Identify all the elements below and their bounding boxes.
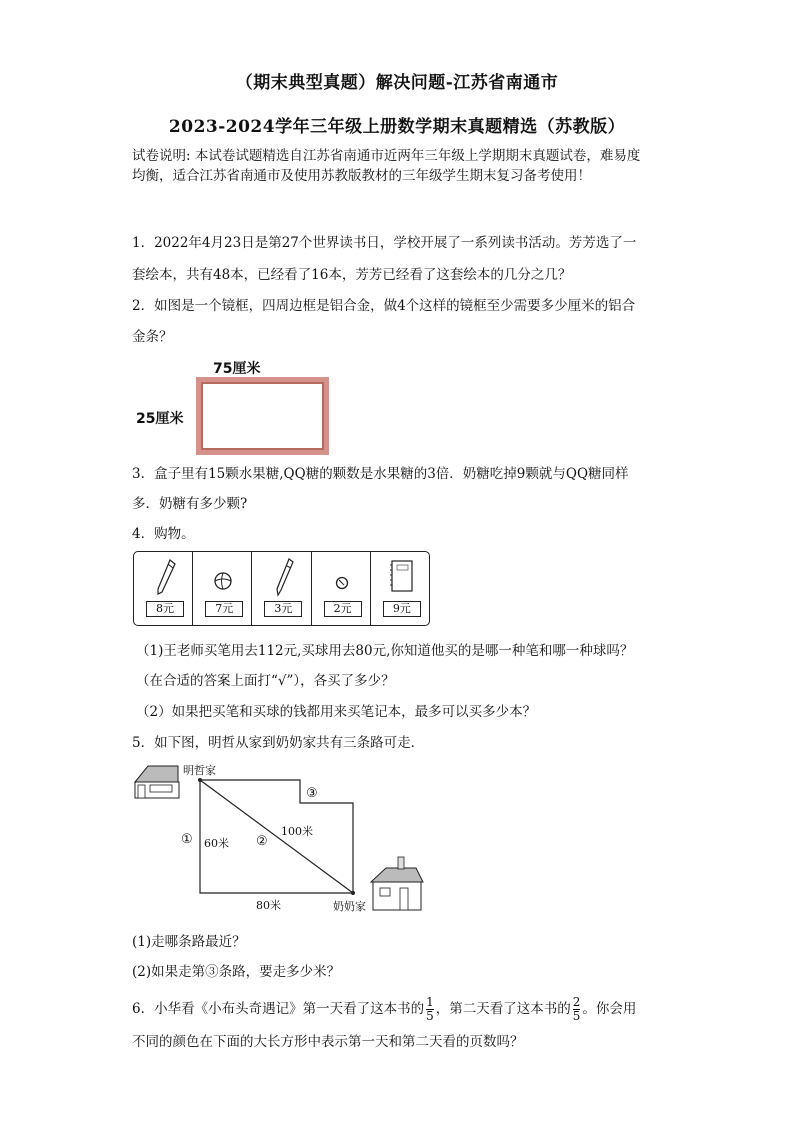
exam-note-line-2: 均衡，适合江苏省南通市及使用苏教版教材的三年级学生期末复习备考使用！ xyxy=(132,168,591,184)
q6-line-1 xyxy=(132,996,667,1023)
grandma-house-icon xyxy=(371,857,423,910)
fraction-one-fifth xyxy=(426,996,434,1023)
exam-note-line-1: 试卷说明: 本试卷试题精选自江苏省南通市近两年三年级上学期期末真题试卷，难易度 xyxy=(132,148,641,164)
q2-line-2: 金条？ xyxy=(132,329,173,345)
horizontal-length-label: 80米 xyxy=(256,899,281,912)
route-1-marker: ① xyxy=(181,832,193,847)
fraction-denominator: 5 xyxy=(572,1009,581,1023)
home-label: 明哲家 xyxy=(183,764,216,777)
fraction-numerator: 1 xyxy=(426,995,434,1009)
q3-line-2: 多．奶糖有多少颗? xyxy=(132,496,248,512)
item-small-ball xyxy=(312,552,371,625)
q4-sub1-line-1: （1)王老师买笔用去112元,买球用去80元,你知道他买的是哪一种笔和哪一种球吗？ xyxy=(136,643,634,659)
notebook-icon xyxy=(388,559,416,595)
shopping-price-table xyxy=(133,551,430,626)
home-house-icon xyxy=(135,766,179,798)
price-tag: 2元 xyxy=(324,601,362,617)
title-line-2: 2023-2024学年三年级上册数学期末真题精选（苏教版） xyxy=(168,117,626,137)
q5-title: 5．如下图，明哲从家到奶奶家共有三条路可走． xyxy=(132,735,425,751)
pen-icon xyxy=(154,558,178,598)
q1-line-1: 1．2022年4月23日是第27个世界读书日，学校开展了一系列读书活动。芳芳选了一 xyxy=(132,235,637,251)
q3-line-1: 3．盒子里有15颗水果糖,QQ糖的颗数是水果糖的3倍．奶糖吃掉9颗就与QQ糖同样 xyxy=(132,466,629,482)
q6-text-part2: ，第二天看了这本书的 xyxy=(435,1001,571,1017)
q5-sub1: (1)走哪条路最近？ xyxy=(132,934,246,950)
price-tag: 8元 xyxy=(146,601,184,617)
route-3-marker: ③ xyxy=(306,786,318,801)
q6-text-part3: 。你会用 xyxy=(582,1001,637,1017)
item-fountain-pen xyxy=(252,552,311,625)
route-2-marker: ② xyxy=(256,834,268,849)
q6-line-2: 不同的颜色在下面的大长方形中表示第一天和第二天看的页数吗？ xyxy=(132,1034,524,1050)
frame-length-label: 75厘米 xyxy=(213,361,261,377)
fountain-pen-icon xyxy=(272,557,296,599)
mirror-frame-figure xyxy=(196,377,329,455)
fraction-two-fifths xyxy=(573,996,581,1023)
q4-title: 4．购物。 xyxy=(132,526,195,542)
price-tag: 7元 xyxy=(205,601,243,617)
item-pen xyxy=(134,552,193,625)
q1-line-2: 套绘本，共有48本，已经看了16本，芳芳已经看了这套绘本的几分之几？ xyxy=(132,267,572,283)
small-ball-icon xyxy=(333,574,351,592)
q4-sub1-line-2: （在合适的答案上面打“√”），各买了多少？ xyxy=(136,673,395,689)
q4-sub2: （2）如果把买笔和买球的钱都用来买笔记本，最多可以买多少本？ xyxy=(136,704,537,720)
ball-icon xyxy=(212,570,234,592)
price-tag: 9元 xyxy=(383,601,421,617)
fraction-numerator: 2 xyxy=(572,995,581,1009)
vertical-length-label: 60米 xyxy=(204,837,229,850)
q5-sub2: (2)如果走第③条路，要走多少米？ xyxy=(132,964,341,980)
item-notebook xyxy=(371,552,429,625)
q6-text-part1: 6．小华看《小布头奇遇记》第一天看了这本书的 xyxy=(132,1001,425,1017)
title-line-1: （期末典型真题）解决问题-江苏省南通市 xyxy=(235,73,559,93)
grandma-label: 奶奶家 xyxy=(333,900,366,913)
q2-line-1: 2．如图是一个镜框，四周边框是铝合金，做4个这样的镜框至少需要多少厘米的铝合 xyxy=(132,298,636,314)
item-ball xyxy=(193,552,252,625)
diagonal-length-label: 100米 xyxy=(281,825,313,838)
frame-width-label: 25厘米 xyxy=(136,411,184,427)
fraction-denominator: 5 xyxy=(426,1009,434,1023)
price-tag: 3元 xyxy=(264,601,302,617)
route-diagram xyxy=(130,760,430,920)
